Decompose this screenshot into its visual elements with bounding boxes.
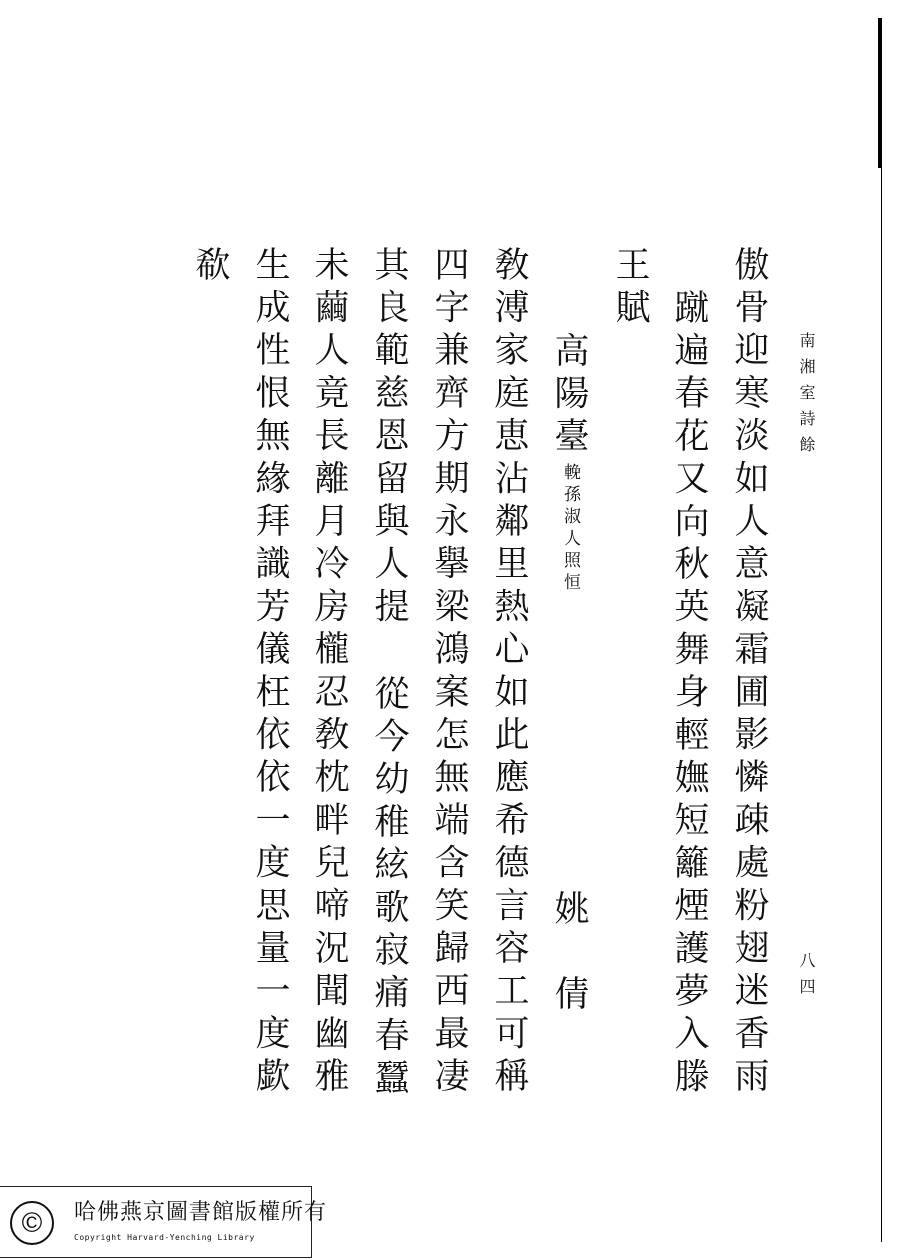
text-column-6: 四字兼齊方期永擧梁鴻案怎無端含笑歸西最凄: [429, 246, 469, 1100]
text-column-7b: 從今幼稚絃歌寂痛春蠶: [369, 675, 409, 1102]
text-column-7a: 其良範慈恩留與人提: [369, 246, 409, 631]
text-column-5: 敎溥家庭恵沾鄰里熱心如此應希德言容工可稱: [489, 246, 529, 1100]
page-edge-rule-thick: [878, 18, 882, 168]
copyright-english: Copyright Harvard-Yenching Library: [74, 1233, 255, 1242]
text-column-9: 生成性恨無緣拜識芳儀枉依依一度思量一度歔: [250, 246, 290, 1100]
text-column-2: 蹴遍春花又向秋英舞身輕嫵短籬煙護夢入滕: [669, 289, 709, 1101]
copyright-icon: ©: [10, 1201, 54, 1245]
poem-title: 高陽臺: [549, 332, 589, 461]
text-column-3: 王賦: [610, 246, 650, 332]
text-column-1: 傲骨迎寒淡如人意凝霜圃影憐疎處粉翅迷香雨: [729, 246, 769, 1100]
book-title: 南湘室詩餘: [797, 332, 816, 462]
copyright-stamp: [0, 1186, 328, 1258]
page-number: 八四: [797, 952, 816, 1004]
page-edge-rule-thin: [881, 160, 882, 1242]
poem-subtitle-note: 輓孫淑人照恒: [560, 463, 580, 595]
author-name: 姚倩: [549, 890, 589, 1060]
text-column-10: 欷: [190, 246, 230, 289]
copyright-chinese: 哈佛燕京圖書館版權所有: [74, 1200, 328, 1225]
text-column-8: 未繭人竟長離月冷房櫳忍敎枕畔兒啼況聞幽雅: [309, 246, 349, 1100]
